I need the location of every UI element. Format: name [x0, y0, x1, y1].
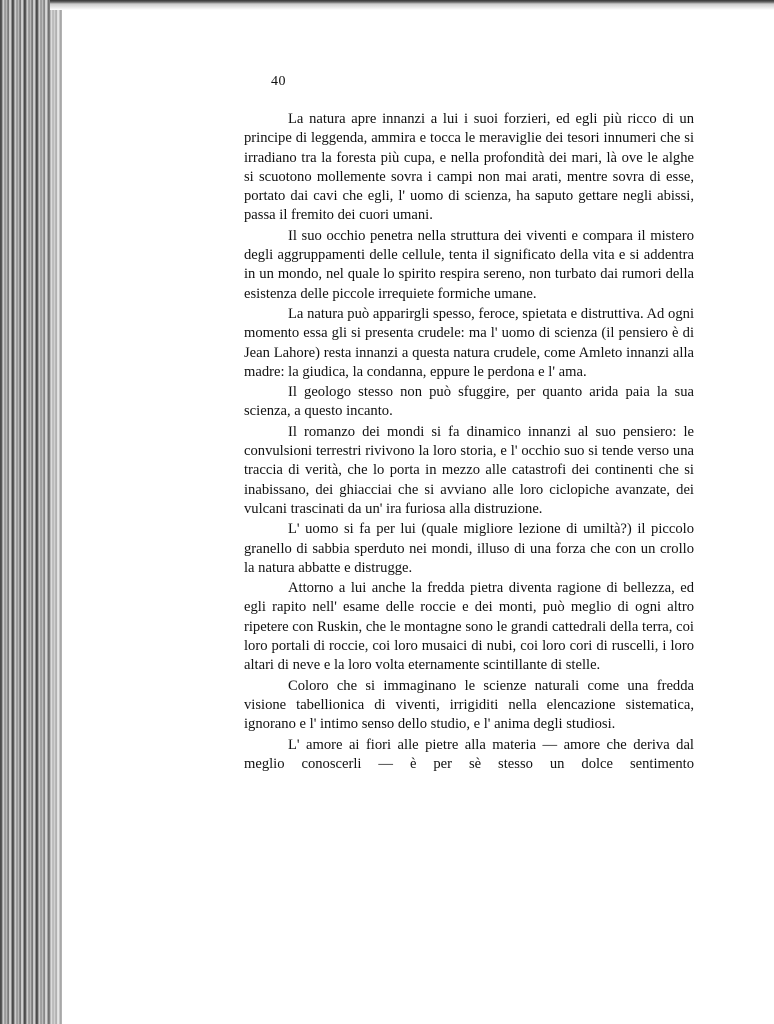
paragraph: Il suo occhio penetra nella struttura dei viventi e compara il mistero degli aggruppamenti delle cellule, tenta il significato della vita e si addentra in un mondo, nel quale lo spirito respira sereno, non turbato dai rumori della esistenza delle piccole irrequiete formiche umane.: [244, 227, 694, 302]
paragraph: L' uomo si fa per lui (quale migliore lezione di umiltà?) il piccolo granello di sabbia sperduto nei mondi, illuso di una forza che con un crollo la natura abbatte e distrugge.: [244, 521, 694, 576]
page-top-edge: [50, 0, 774, 10]
paragraph: La natura può apparirgli spesso, feroce, spietata e distruttiva. Ad ogni momento essa gli si presenta crudele: ma l' uomo di scienza (il pensiero è di Jean Lahore) resta innanzi a questa natura crudele, come Amleto innanzi alla madre: la giudica, la condanna, eppure le perdona e l' ama.: [244, 305, 694, 380]
binding-shadow: [40, 0, 80, 1024]
paragraph: La natura apre innanzi a lui i suoi forzieri, ed egli più ricco di un principe di leggenda, ammira e tocca le meraviglie dei tesori innumeri che si irradiano tra la foresta più cupa, e nella profondità dei mari, là ove le alghe si scuotono mollemente sovra i campi non mai arati, mentre sovra di esse, portato dai cavi che egli, l' uomo di scienza, ha saputo gettare negli abissi, passa il fremito dei cuori umani.: [244, 111, 694, 224]
paragraph: Attorno a lui anche la fredda pietra diventa ragione di bellezza, ed egli rapito nell' esame delle roccie e dei monti, può meglio di ogni altro ripetere con Ruskin, che le montagne sono le grandi cattedrali della terra, coi loro portali di roccie, coi loro musaici di nubi, coi loro cori di ruscelli, i loro altari di neve e la loro volta eternamente scintillante di stelle.: [244, 580, 694, 674]
paragraph: Il romanzo dei mondi si fa dinamico innanzi al suo pensiero: le convulsioni terrestri rivivono la loro storia, e l' occhio suo si tende verso una traccia di verità, che lo porta in mezzo alle catastrofi dei continenti che si inabissano, dei ghiacciai che si avviano alle loro ciclopiche avanzate, dei vulcani trascinati da un' ira furiosa alla distruzione.: [244, 423, 694, 517]
paragraph: L' amore ai fiori alle pietre alla materia — amore che deriva dal meglio conoscerli — è per sè stesso un dolce sentimento: [244, 736, 694, 772]
paragraph: Il geologo stesso non può sfuggire, per quanto arida paia la sua scienza, a questo incanto.: [244, 384, 694, 420]
page-number: 40: [271, 74, 286, 89]
paragraph: Coloro che si immaginano le scienze naturali come una fredda visione tabellionica di viventi, irrigiditi nella elencazione sistematica, ignorano e l' intimo senso dello studio, e l' anima degli studiosi.: [244, 677, 694, 733]
body-text: [244, 110, 694, 775]
